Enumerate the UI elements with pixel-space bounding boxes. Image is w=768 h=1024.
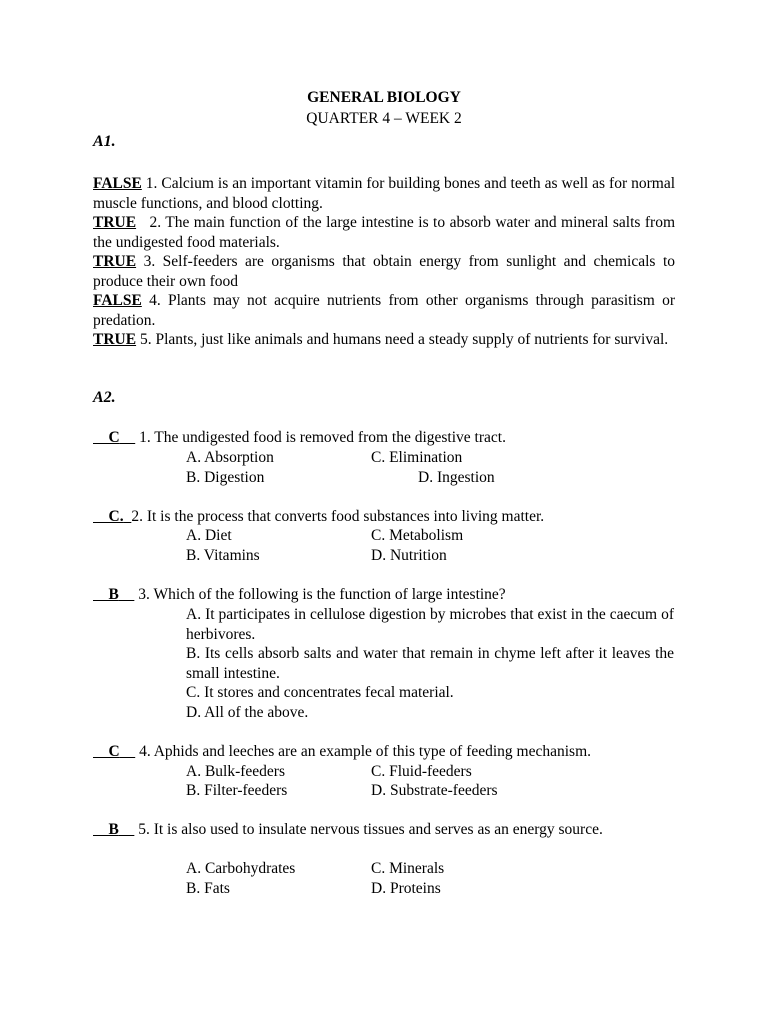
tf-statement: 5. Plants, just like animals and humans need a steady supply of nutrients for survival. bbox=[139, 331, 669, 348]
mc-answer: C. bbox=[108, 508, 124, 525]
document-subtitle: QUARTER 4 – WEEK 2 bbox=[306, 110, 462, 127]
tf-item-5 bbox=[93, 330, 675, 350]
mc-option: D. Nutrition bbox=[371, 547, 447, 564]
mc-option: B. Filter-feeders bbox=[186, 782, 288, 799]
mc-option: B. Vitamins bbox=[186, 547, 260, 564]
mc-option: B. Digestion bbox=[186, 469, 265, 486]
tf-answer: TRUE bbox=[93, 253, 137, 270]
mc-option: B. Its cells absorb salts and water that remain in chyme left after it leaves the small intestine. bbox=[186, 645, 674, 682]
mc-option: C. Metabolism bbox=[371, 527, 464, 544]
tf-statement: 2. The main function of the large intestine is to absorb water and mineral salts from the undigested food materials. bbox=[93, 214, 675, 251]
mc-question-text: 5. It is also used to insulate nervous tissues and serves as an energy source. bbox=[134, 821, 603, 838]
mc-question-text: 1. The undigested food is removed from the digestive tract. bbox=[135, 429, 506, 446]
mc-option: A. Absorption bbox=[186, 449, 274, 466]
answer-blank bbox=[93, 586, 134, 603]
tf-statement: 3. Self-feeders are organisms that obtain energy from sunlight and chemicals to produce their own food bbox=[93, 253, 675, 290]
mc-option: C. Fluid-feeders bbox=[371, 763, 472, 780]
mc-option: A. Bulk-feeders bbox=[186, 763, 285, 780]
mc-answer: B bbox=[108, 821, 119, 838]
mc-answer: B bbox=[108, 586, 119, 603]
mc-option: D. Proteins bbox=[371, 880, 441, 897]
tf-item-1 bbox=[93, 174, 675, 213]
section-a1-label: A1. bbox=[93, 133, 116, 150]
mc-option: D. Ingestion bbox=[418, 469, 495, 486]
mc-question-text: 3. Which of the following is the function of large intestine? bbox=[134, 586, 506, 603]
answer-blank bbox=[93, 429, 135, 446]
mc-question-3 bbox=[93, 585, 675, 605]
mc-question-2 bbox=[93, 507, 675, 527]
mc-option: C. Minerals bbox=[371, 860, 445, 877]
mc-option: C. It stores and concentrates fecal material. bbox=[186, 684, 454, 701]
tf-item-2 bbox=[93, 213, 675, 252]
mc-answer: C bbox=[108, 743, 120, 760]
mc-question-5 bbox=[93, 820, 675, 840]
tf-statement: 4. Plants may not acquire nutrients from other organisms through parasitism or predation. bbox=[93, 292, 676, 329]
tf-answer: FALSE bbox=[93, 175, 142, 192]
section-a2-label: A2. bbox=[93, 389, 116, 406]
mc-question-1 bbox=[93, 428, 675, 448]
document-title: GENERAL BIOLOGY bbox=[307, 89, 461, 106]
answer-blank bbox=[93, 508, 131, 525]
tf-answer: FALSE bbox=[93, 292, 142, 309]
mc-question-4 bbox=[93, 742, 675, 762]
mc-option: A. Diet bbox=[186, 527, 232, 544]
tf-answer: TRUE bbox=[93, 331, 137, 348]
mc-option: C. Elimination bbox=[371, 449, 463, 466]
tf-statement: 1. Calcium is an important vitamin for building bones and teeth as well as for normal muscle functions, and blood clotting. bbox=[93, 175, 676, 212]
mc-question-text: 4. Aphids and leeches are an example of this type of feeding mechanism. bbox=[135, 743, 592, 760]
answer-blank bbox=[93, 743, 135, 760]
mc-option: A. Carbohydrates bbox=[186, 860, 296, 877]
mc-option: D. All of the above. bbox=[186, 704, 309, 721]
tf-item-4 bbox=[93, 291, 675, 330]
tf-answer: TRUE bbox=[93, 214, 137, 231]
answer-blank bbox=[93, 821, 134, 838]
mc-question-text: 2. It is the process that converts food substances into living matter. bbox=[131, 508, 545, 525]
mc-option: A. It participates in cellulose digestion by microbes that exist in the caecum of herbivores. bbox=[186, 606, 674, 643]
mc-option: D. Substrate-feeders bbox=[371, 782, 498, 799]
mc-option: B. Fats bbox=[186, 880, 230, 897]
mc-answer: C bbox=[108, 429, 120, 446]
tf-item-3 bbox=[93, 252, 675, 291]
